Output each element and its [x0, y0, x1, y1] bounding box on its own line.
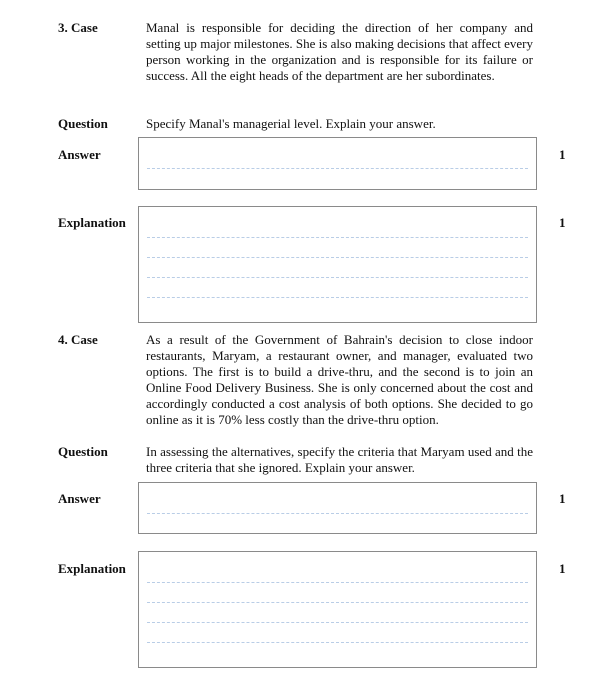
q3-question-text: Specify Manal's managerial level. Explain your answer.: [146, 116, 436, 131]
q3-answer-box[interactable]: [138, 137, 537, 190]
q3-answer-label: Answer: [58, 147, 101, 162]
answer-line: [147, 642, 528, 643]
answer-line: [147, 513, 528, 514]
q4-explanation-mark: 1: [559, 561, 566, 576]
answer-line: [147, 277, 528, 278]
q3-case-text: Manal is responsible for deciding the direction of her company and setting up major milestones. She is also making decisions that affect every person working in the organization and is responsible for its failure or success. All the eight heads of the department are her subordinates.: [146, 20, 533, 83]
q4-explanation-label: Explanation: [58, 561, 126, 576]
q4-case-label: 4. Case: [58, 332, 98, 347]
q3-explanation-box[interactable]: [138, 206, 537, 323]
q3-question-label: Question: [58, 116, 108, 131]
answer-line: [147, 257, 528, 258]
answer-line: [147, 582, 528, 583]
q3-answer-mark: 1: [559, 147, 566, 162]
answer-line: [147, 622, 528, 623]
answer-line: [147, 168, 528, 169]
q4-case-text: As a result of the Government of Bahrain's decision to close indoor restaurants, Maryam, a restaurant owner, and manager, evaluated two options. The first is to build a drive-thru, and the second is to join an Online Food Delivery Business. She is only concerned about the cost and accordingly conducted a cost analysis of both options. She decided to go online as it is 70% less costly than the drive-thru option.: [146, 332, 533, 427]
q4-answer-label: Answer: [58, 491, 101, 506]
q4-explanation-box[interactable]: [138, 551, 537, 668]
q3-explanation-label: Explanation: [58, 215, 126, 230]
q3-explanation-mark: 1: [559, 215, 566, 230]
answer-line: [147, 602, 528, 603]
q4-answer-mark: 1: [559, 491, 566, 506]
answer-line: [147, 297, 528, 298]
q4-answer-box[interactable]: [138, 482, 537, 534]
answer-line: [147, 237, 528, 238]
q4-question-text: In assessing the alternatives, specify the criteria that Maryam used and the three criteria that she ignored. Explain your answer.: [146, 444, 533, 475]
q4-question-label: Question: [58, 444, 108, 459]
q3-case-label: 3. Case: [58, 20, 98, 35]
